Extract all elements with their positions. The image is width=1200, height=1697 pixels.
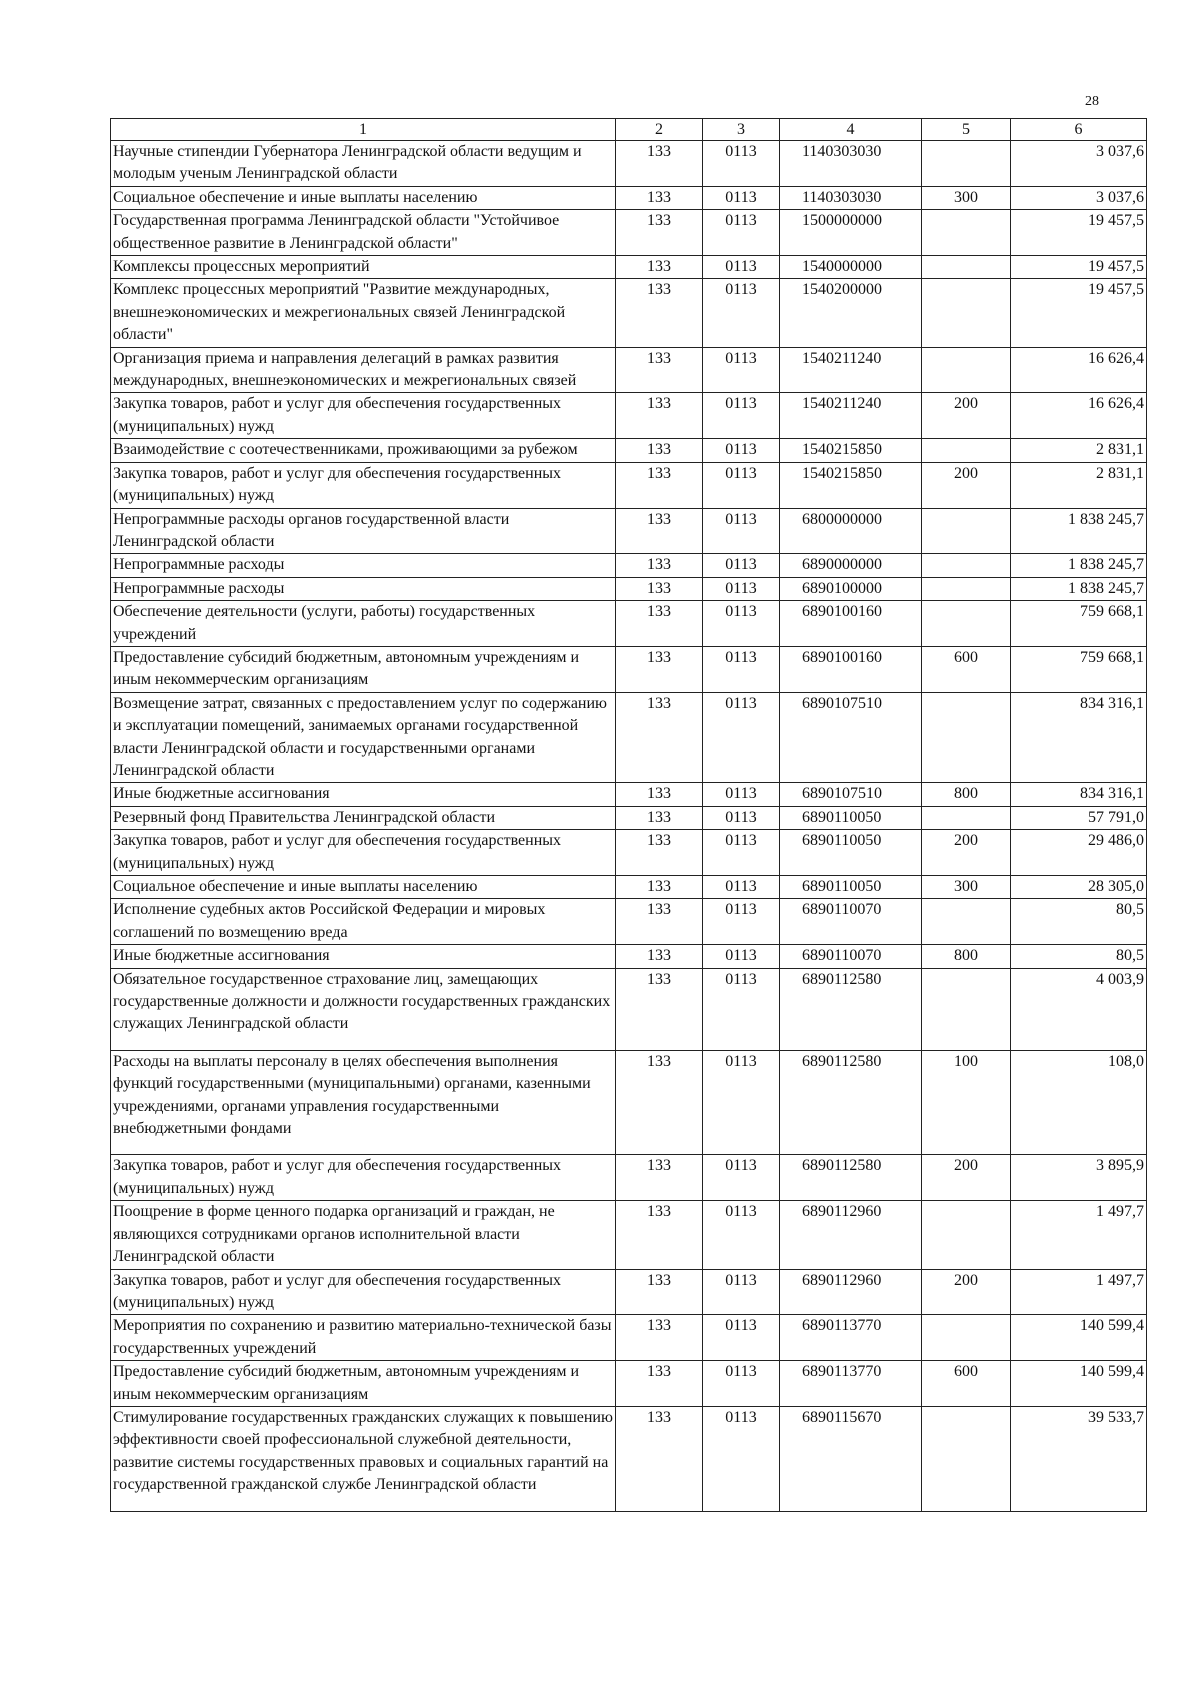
table-row bbox=[111, 1406, 1147, 1511]
cell-name: Организация приема и направления делегаций в рамках развития международных, внешнеэкономических и межрегиональных связей bbox=[111, 347, 616, 393]
cell-section: 0113 bbox=[703, 1050, 780, 1155]
cell-target: 1540211240 bbox=[780, 393, 922, 439]
budget-table bbox=[110, 118, 1147, 1512]
cell-sum: 28 305,0 bbox=[1011, 876, 1147, 899]
cell-type bbox=[922, 210, 1011, 256]
cell-code: 133 bbox=[616, 968, 703, 1050]
cell-name: Непрограммные расходы bbox=[111, 577, 616, 600]
cell-target: 6890100160 bbox=[780, 646, 922, 692]
cell-section: 0113 bbox=[703, 577, 780, 600]
cell-target: 6890112960 bbox=[780, 1201, 922, 1269]
cell-name: Предоставление субсидий бюджетным, автономным учреждениям и иным некоммерческим организациям bbox=[111, 646, 616, 692]
cell-name: Закупка товаров, работ и услуг для обеспечения государственных (муниципальных) нужд bbox=[111, 462, 616, 508]
cell-section: 0113 bbox=[703, 1315, 780, 1361]
cell-target: 6890107510 bbox=[780, 692, 922, 783]
cell-section: 0113 bbox=[703, 1155, 780, 1201]
table-row bbox=[111, 256, 1147, 279]
cell-name: Возмещение затрат, связанных с предоставлением услуг по содержанию и эксплуатации помещений, занимаемых органами государственной власти Ленинградской области и государственными органами Ленинградской области bbox=[111, 692, 616, 783]
table-row bbox=[111, 210, 1147, 256]
cell-type bbox=[922, 279, 1011, 347]
cell-target: 6890113770 bbox=[780, 1315, 922, 1361]
cell-target: 6890112580 bbox=[780, 1155, 922, 1201]
cell-type bbox=[922, 347, 1011, 393]
cell-type bbox=[922, 508, 1011, 554]
table-row bbox=[111, 1155, 1147, 1201]
cell-name: Непрограммные расходы органов государственной власти Ленинградской области bbox=[111, 508, 616, 554]
cell-target: 6890107510 bbox=[780, 783, 922, 806]
cell-name: Социальное обеспечение и иные выплаты населению bbox=[111, 186, 616, 209]
cell-code: 133 bbox=[616, 1155, 703, 1201]
cell-sum: 140 599,4 bbox=[1011, 1361, 1147, 1407]
cell-section: 0113 bbox=[703, 462, 780, 508]
cell-target: 1140303030 bbox=[780, 186, 922, 209]
cell-section: 0113 bbox=[703, 554, 780, 577]
cell-target: 6890100000 bbox=[780, 577, 922, 600]
cell-name: Резервный фонд Правительства Ленинградской области bbox=[111, 806, 616, 829]
cell-section: 0113 bbox=[703, 968, 780, 1050]
cell-section: 0113 bbox=[703, 830, 780, 876]
cell-target: 1540200000 bbox=[780, 279, 922, 347]
cell-code: 133 bbox=[616, 1361, 703, 1407]
cell-type: 200 bbox=[922, 830, 1011, 876]
cell-type bbox=[922, 439, 1011, 462]
cell-code: 133 bbox=[616, 601, 703, 647]
cell-type: 800 bbox=[922, 945, 1011, 968]
header-col-4: 4 bbox=[780, 119, 922, 141]
cell-code: 133 bbox=[616, 783, 703, 806]
cell-sum: 16 626,4 bbox=[1011, 347, 1147, 393]
cell-name: Исполнение судебных актов Российской Федерации и мировых соглашений по возмещению вреда bbox=[111, 899, 616, 945]
header-col-5: 5 bbox=[922, 119, 1011, 141]
cell-sum: 1 497,7 bbox=[1011, 1269, 1147, 1315]
cell-code: 133 bbox=[616, 1050, 703, 1155]
cell-type: 300 bbox=[922, 186, 1011, 209]
cell-name: Мероприятия по сохранению и развитию материально-технической базы государственных учреждений bbox=[111, 1315, 616, 1361]
cell-sum: 834 316,1 bbox=[1011, 783, 1147, 806]
cell-code: 133 bbox=[616, 347, 703, 393]
cell-target: 6890113770 bbox=[780, 1361, 922, 1407]
cell-section: 0113 bbox=[703, 601, 780, 647]
cell-name: Поощрение в форме ценного подарка организаций и граждан, не являющихся сотрудниками органов исполнительной власти Ленинградской области bbox=[111, 1201, 616, 1269]
cell-code: 133 bbox=[616, 830, 703, 876]
cell-target: 1140303030 bbox=[780, 141, 922, 187]
table-row bbox=[111, 141, 1147, 187]
cell-name: Непрограммные расходы bbox=[111, 554, 616, 577]
cell-type bbox=[922, 141, 1011, 187]
cell-code: 133 bbox=[616, 945, 703, 968]
cell-target: 1540215850 bbox=[780, 462, 922, 508]
cell-section: 0113 bbox=[703, 945, 780, 968]
cell-code: 133 bbox=[616, 210, 703, 256]
cell-sum: 3 037,6 bbox=[1011, 186, 1147, 209]
cell-code: 133 bbox=[616, 439, 703, 462]
cell-name: Расходы на выплаты персоналу в целях обеспечения выполнения функций государственными (муниципальными) органами, казенными учреждениями, органами управления государственными внебюджетными фондами bbox=[111, 1050, 616, 1155]
table-row bbox=[111, 692, 1147, 783]
table-row bbox=[111, 462, 1147, 508]
cell-type bbox=[922, 899, 1011, 945]
cell-sum: 39 533,7 bbox=[1011, 1406, 1147, 1511]
cell-type bbox=[922, 1201, 1011, 1269]
cell-code: 133 bbox=[616, 646, 703, 692]
table-row bbox=[111, 347, 1147, 393]
cell-target: 1540211240 bbox=[780, 347, 922, 393]
cell-code: 133 bbox=[616, 899, 703, 945]
table-row bbox=[111, 806, 1147, 829]
cell-sum: 2 831,1 bbox=[1011, 439, 1147, 462]
cell-section: 0113 bbox=[703, 899, 780, 945]
cell-sum: 80,5 bbox=[1011, 899, 1147, 945]
cell-target: 6890110070 bbox=[780, 899, 922, 945]
cell-sum: 57 791,0 bbox=[1011, 806, 1147, 829]
cell-code: 133 bbox=[616, 1315, 703, 1361]
header-col-6: 6 bbox=[1011, 119, 1147, 141]
cell-code: 133 bbox=[616, 279, 703, 347]
cell-code: 133 bbox=[616, 806, 703, 829]
cell-name: Государственная программа Ленинградской области "Устойчивое общественное развитие в Ленинградской области" bbox=[111, 210, 616, 256]
cell-code: 133 bbox=[616, 256, 703, 279]
cell-sum: 80,5 bbox=[1011, 945, 1147, 968]
cell-name: Комплексы процессных мероприятий bbox=[111, 256, 616, 279]
cell-type bbox=[922, 577, 1011, 600]
cell-section: 0113 bbox=[703, 1406, 780, 1511]
cell-code: 133 bbox=[616, 1201, 703, 1269]
table-row bbox=[111, 968, 1147, 1050]
cell-type bbox=[922, 806, 1011, 829]
cell-target: 1540000000 bbox=[780, 256, 922, 279]
cell-type: 800 bbox=[922, 783, 1011, 806]
cell-code: 133 bbox=[616, 1269, 703, 1315]
cell-section: 0113 bbox=[703, 210, 780, 256]
table-row bbox=[111, 1269, 1147, 1315]
table-row bbox=[111, 783, 1147, 806]
cell-sum: 3 037,6 bbox=[1011, 141, 1147, 187]
cell-type bbox=[922, 968, 1011, 1050]
cell-target: 6890110050 bbox=[780, 806, 922, 829]
cell-target: 6890110050 bbox=[780, 830, 922, 876]
cell-section: 0113 bbox=[703, 393, 780, 439]
cell-code: 133 bbox=[616, 462, 703, 508]
cell-name: Закупка товаров, работ и услуг для обеспечения государственных (муниципальных) нужд bbox=[111, 1269, 616, 1315]
cell-type bbox=[922, 1406, 1011, 1511]
cell-target: 6890100160 bbox=[780, 601, 922, 647]
cell-sum: 1 497,7 bbox=[1011, 1201, 1147, 1269]
table-row bbox=[111, 577, 1147, 600]
cell-section: 0113 bbox=[703, 1201, 780, 1269]
cell-section: 0113 bbox=[703, 256, 780, 279]
cell-section: 0113 bbox=[703, 1269, 780, 1315]
cell-type: 300 bbox=[922, 876, 1011, 899]
cell-section: 0113 bbox=[703, 692, 780, 783]
table-body bbox=[111, 141, 1147, 1512]
table-row bbox=[111, 439, 1147, 462]
cell-sum: 2 831,1 bbox=[1011, 462, 1147, 508]
table-row bbox=[111, 899, 1147, 945]
cell-name: Иные бюджетные ассигнования bbox=[111, 945, 616, 968]
cell-target: 1540215850 bbox=[780, 439, 922, 462]
cell-section: 0113 bbox=[703, 186, 780, 209]
cell-target: 6890115670 bbox=[780, 1406, 922, 1511]
cell-sum: 759 668,1 bbox=[1011, 646, 1147, 692]
header-col-3: 3 bbox=[703, 119, 780, 141]
cell-name: Обеспечение деятельности (услуги, работы) государственных учреждений bbox=[111, 601, 616, 647]
cell-name: Взаимодействие с соотечественниками, проживающими за рубежом bbox=[111, 439, 616, 462]
cell-section: 0113 bbox=[703, 279, 780, 347]
table-row bbox=[111, 1050, 1147, 1155]
page-number: 28 bbox=[1085, 94, 1099, 109]
table-row bbox=[111, 830, 1147, 876]
table-row bbox=[111, 1315, 1147, 1361]
cell-type: 200 bbox=[922, 462, 1011, 508]
cell-name: Иные бюджетные ассигнования bbox=[111, 783, 616, 806]
table-row bbox=[111, 554, 1147, 577]
table-row bbox=[111, 876, 1147, 899]
cell-code: 133 bbox=[616, 393, 703, 439]
cell-target: 6890112580 bbox=[780, 968, 922, 1050]
cell-section: 0113 bbox=[703, 783, 780, 806]
cell-type bbox=[922, 692, 1011, 783]
cell-name: Социальное обеспечение и иные выплаты населению bbox=[111, 876, 616, 899]
cell-name: Закупка товаров, работ и услуг для обеспечения государственных (муниципальных) нужд bbox=[111, 1155, 616, 1201]
cell-sum: 3 895,9 bbox=[1011, 1155, 1147, 1201]
table-row bbox=[111, 646, 1147, 692]
cell-code: 133 bbox=[616, 876, 703, 899]
table-row bbox=[111, 186, 1147, 209]
cell-code: 133 bbox=[616, 141, 703, 187]
cell-sum: 19 457,5 bbox=[1011, 256, 1147, 279]
cell-section: 0113 bbox=[703, 646, 780, 692]
cell-type: 200 bbox=[922, 1155, 1011, 1201]
header-col-2: 2 bbox=[616, 119, 703, 141]
cell-target: 1500000000 bbox=[780, 210, 922, 256]
cell-section: 0113 bbox=[703, 347, 780, 393]
cell-type bbox=[922, 256, 1011, 279]
cell-type: 200 bbox=[922, 393, 1011, 439]
table-row bbox=[111, 508, 1147, 554]
cell-section: 0113 bbox=[703, 141, 780, 187]
table-row bbox=[111, 601, 1147, 647]
cell-sum: 1 838 245,7 bbox=[1011, 508, 1147, 554]
cell-sum: 759 668,1 bbox=[1011, 601, 1147, 647]
cell-section: 0113 bbox=[703, 439, 780, 462]
cell-type: 600 bbox=[922, 646, 1011, 692]
cell-type: 200 bbox=[922, 1269, 1011, 1315]
cell-type: 600 bbox=[922, 1361, 1011, 1407]
cell-section: 0113 bbox=[703, 1361, 780, 1407]
cell-section: 0113 bbox=[703, 508, 780, 554]
cell-section: 0113 bbox=[703, 806, 780, 829]
cell-code: 133 bbox=[616, 1406, 703, 1511]
cell-name: Комплекс процессных мероприятий "Развитие международных, внешнеэкономических и межрегиональных связей Ленинградской области" bbox=[111, 279, 616, 347]
cell-type bbox=[922, 601, 1011, 647]
cell-code: 133 bbox=[616, 554, 703, 577]
table-row bbox=[111, 945, 1147, 968]
header-col-1: 1 bbox=[111, 119, 616, 141]
cell-name: Научные стипендии Губернатора Ленинградской области ведущим и молодым ученым Ленинградской области bbox=[111, 141, 616, 187]
cell-section: 0113 bbox=[703, 876, 780, 899]
cell-code: 133 bbox=[616, 186, 703, 209]
cell-sum: 1 838 245,7 bbox=[1011, 577, 1147, 600]
cell-code: 133 bbox=[616, 577, 703, 600]
cell-sum: 16 626,4 bbox=[1011, 393, 1147, 439]
cell-sum: 1 838 245,7 bbox=[1011, 554, 1147, 577]
table-row bbox=[111, 279, 1147, 347]
cell-code: 133 bbox=[616, 508, 703, 554]
cell-sum: 4 003,9 bbox=[1011, 968, 1147, 1050]
cell-name: Закупка товаров, работ и услуг для обеспечения государственных (муниципальных) нужд bbox=[111, 830, 616, 876]
cell-name: Обязательное государственное страхование лиц, замещающих государственные должности и должности государственных гражданских служащих Ленинградской области bbox=[111, 968, 616, 1050]
cell-type: 100 bbox=[922, 1050, 1011, 1155]
cell-target: 6800000000 bbox=[780, 508, 922, 554]
cell-sum: 19 457,5 bbox=[1011, 279, 1147, 347]
table-row bbox=[111, 393, 1147, 439]
cell-sum: 19 457,5 bbox=[1011, 210, 1147, 256]
table-row bbox=[111, 1361, 1147, 1407]
cell-target: 6890110070 bbox=[780, 945, 922, 968]
table-header-row bbox=[111, 119, 1147, 141]
cell-sum: 140 599,4 bbox=[1011, 1315, 1147, 1361]
cell-target: 6890112960 bbox=[780, 1269, 922, 1315]
cell-name: Закупка товаров, работ и услуг для обеспечения государственных (муниципальных) нужд bbox=[111, 393, 616, 439]
cell-code: 133 bbox=[616, 692, 703, 783]
cell-type bbox=[922, 554, 1011, 577]
cell-target: 6890110050 bbox=[780, 876, 922, 899]
cell-sum: 29 486,0 bbox=[1011, 830, 1147, 876]
table-row bbox=[111, 1201, 1147, 1269]
cell-target: 6890112580 bbox=[780, 1050, 922, 1155]
cell-sum: 834 316,1 bbox=[1011, 692, 1147, 783]
cell-sum: 108,0 bbox=[1011, 1050, 1147, 1155]
cell-name: Стимулирование государственных гражданских служащих к повышению эффективности своей профессиональной служебной деятельности, развитие системы государственных правовых и социальных гарантий на государственной гражданской службе Ленинградской области bbox=[111, 1406, 616, 1511]
cell-type bbox=[922, 1315, 1011, 1361]
cell-target: 6890000000 bbox=[780, 554, 922, 577]
cell-name: Предоставление субсидий бюджетным, автономным учреждениям и иным некоммерческим организациям bbox=[111, 1361, 616, 1407]
